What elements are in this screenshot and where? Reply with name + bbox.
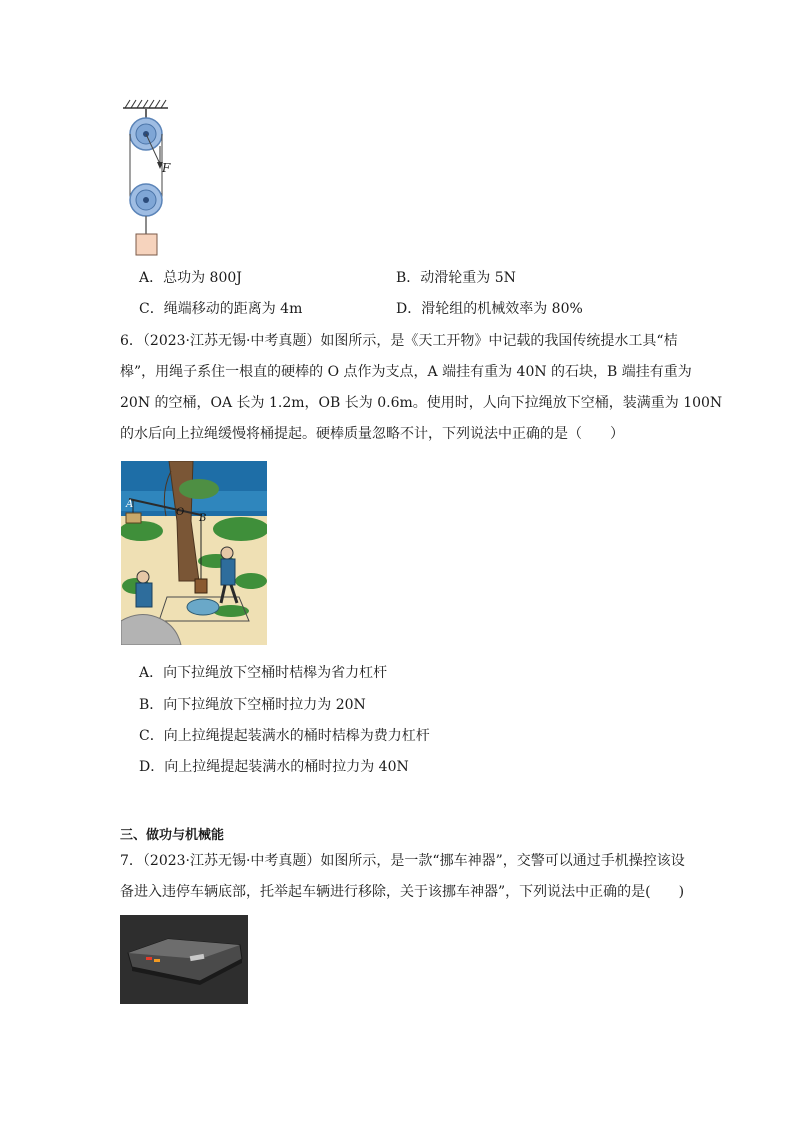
q5-option-d: D．滑轮组的机械效率为 80%: [396, 301, 583, 317]
q7-stem-line-2: 备进入违停车辆底部，托举起车辆进行移除，关于该挪车神器”，下列说法中正确的是( ): [120, 884, 685, 900]
q6-option-b: B．向下拉绳放下空桶时拉力为 20N: [139, 697, 366, 713]
q7-stem-line-1: 7．（2023·江苏无锡·中考真题）如图所示，是一款“挪车神器”，交警可以通过手机操控该设: [120, 853, 685, 869]
car-mover-photo: [120, 915, 248, 1004]
q6-stem-line-1: 6．（2023·江苏无锡·中考真题）如图所示，是《天工开物》中记载的我国传统提水工具“桔: [120, 333, 678, 349]
force-label: F: [162, 161, 171, 175]
figure-label-b: B: [199, 513, 207, 524]
q5-option-a: A．总功为 800J: [139, 270, 242, 286]
q5-option-b: B．动滑轮重为 5N: [396, 270, 516, 286]
q6-option-a: A．向下拉绳放下空桶时桔槔为省力杠杆: [139, 665, 388, 681]
q6-stem-line-3: 20N 的空桶，OA 长为 1.2m，OB 长为 0.6m。使用时，人向下拉绳放下空桶，装满重为 100N: [120, 395, 723, 411]
q6-stem-line-2: 槔”，用绳子系住一根直的硬棒的 O 点作为支点，A 端挂有重为 40N 的石块，B 端挂有重为: [120, 364, 692, 380]
q6-option-c: C．向上拉绳提起装满水的桶时桔槔为费力杠杆: [139, 728, 430, 744]
section-heading: 三、做功与机械能: [120, 828, 225, 843]
q6-stem-line-4: 的水后向上拉绳缓慢将桶提起。硬棒质量忽略不计，下列说法中正确的是（ ）: [120, 426, 624, 442]
q6-option-d: D．向上拉绳提起装满水的桶时拉力为 40N: [139, 759, 409, 775]
q5-option-c: C．绳端移动的距离为 4m: [139, 301, 303, 317]
pulley-figure: [118, 96, 198, 261]
figure-label-a: A: [126, 499, 134, 510]
figure-label-o: O: [176, 507, 185, 518]
jiegao-illustration: [121, 461, 267, 645]
